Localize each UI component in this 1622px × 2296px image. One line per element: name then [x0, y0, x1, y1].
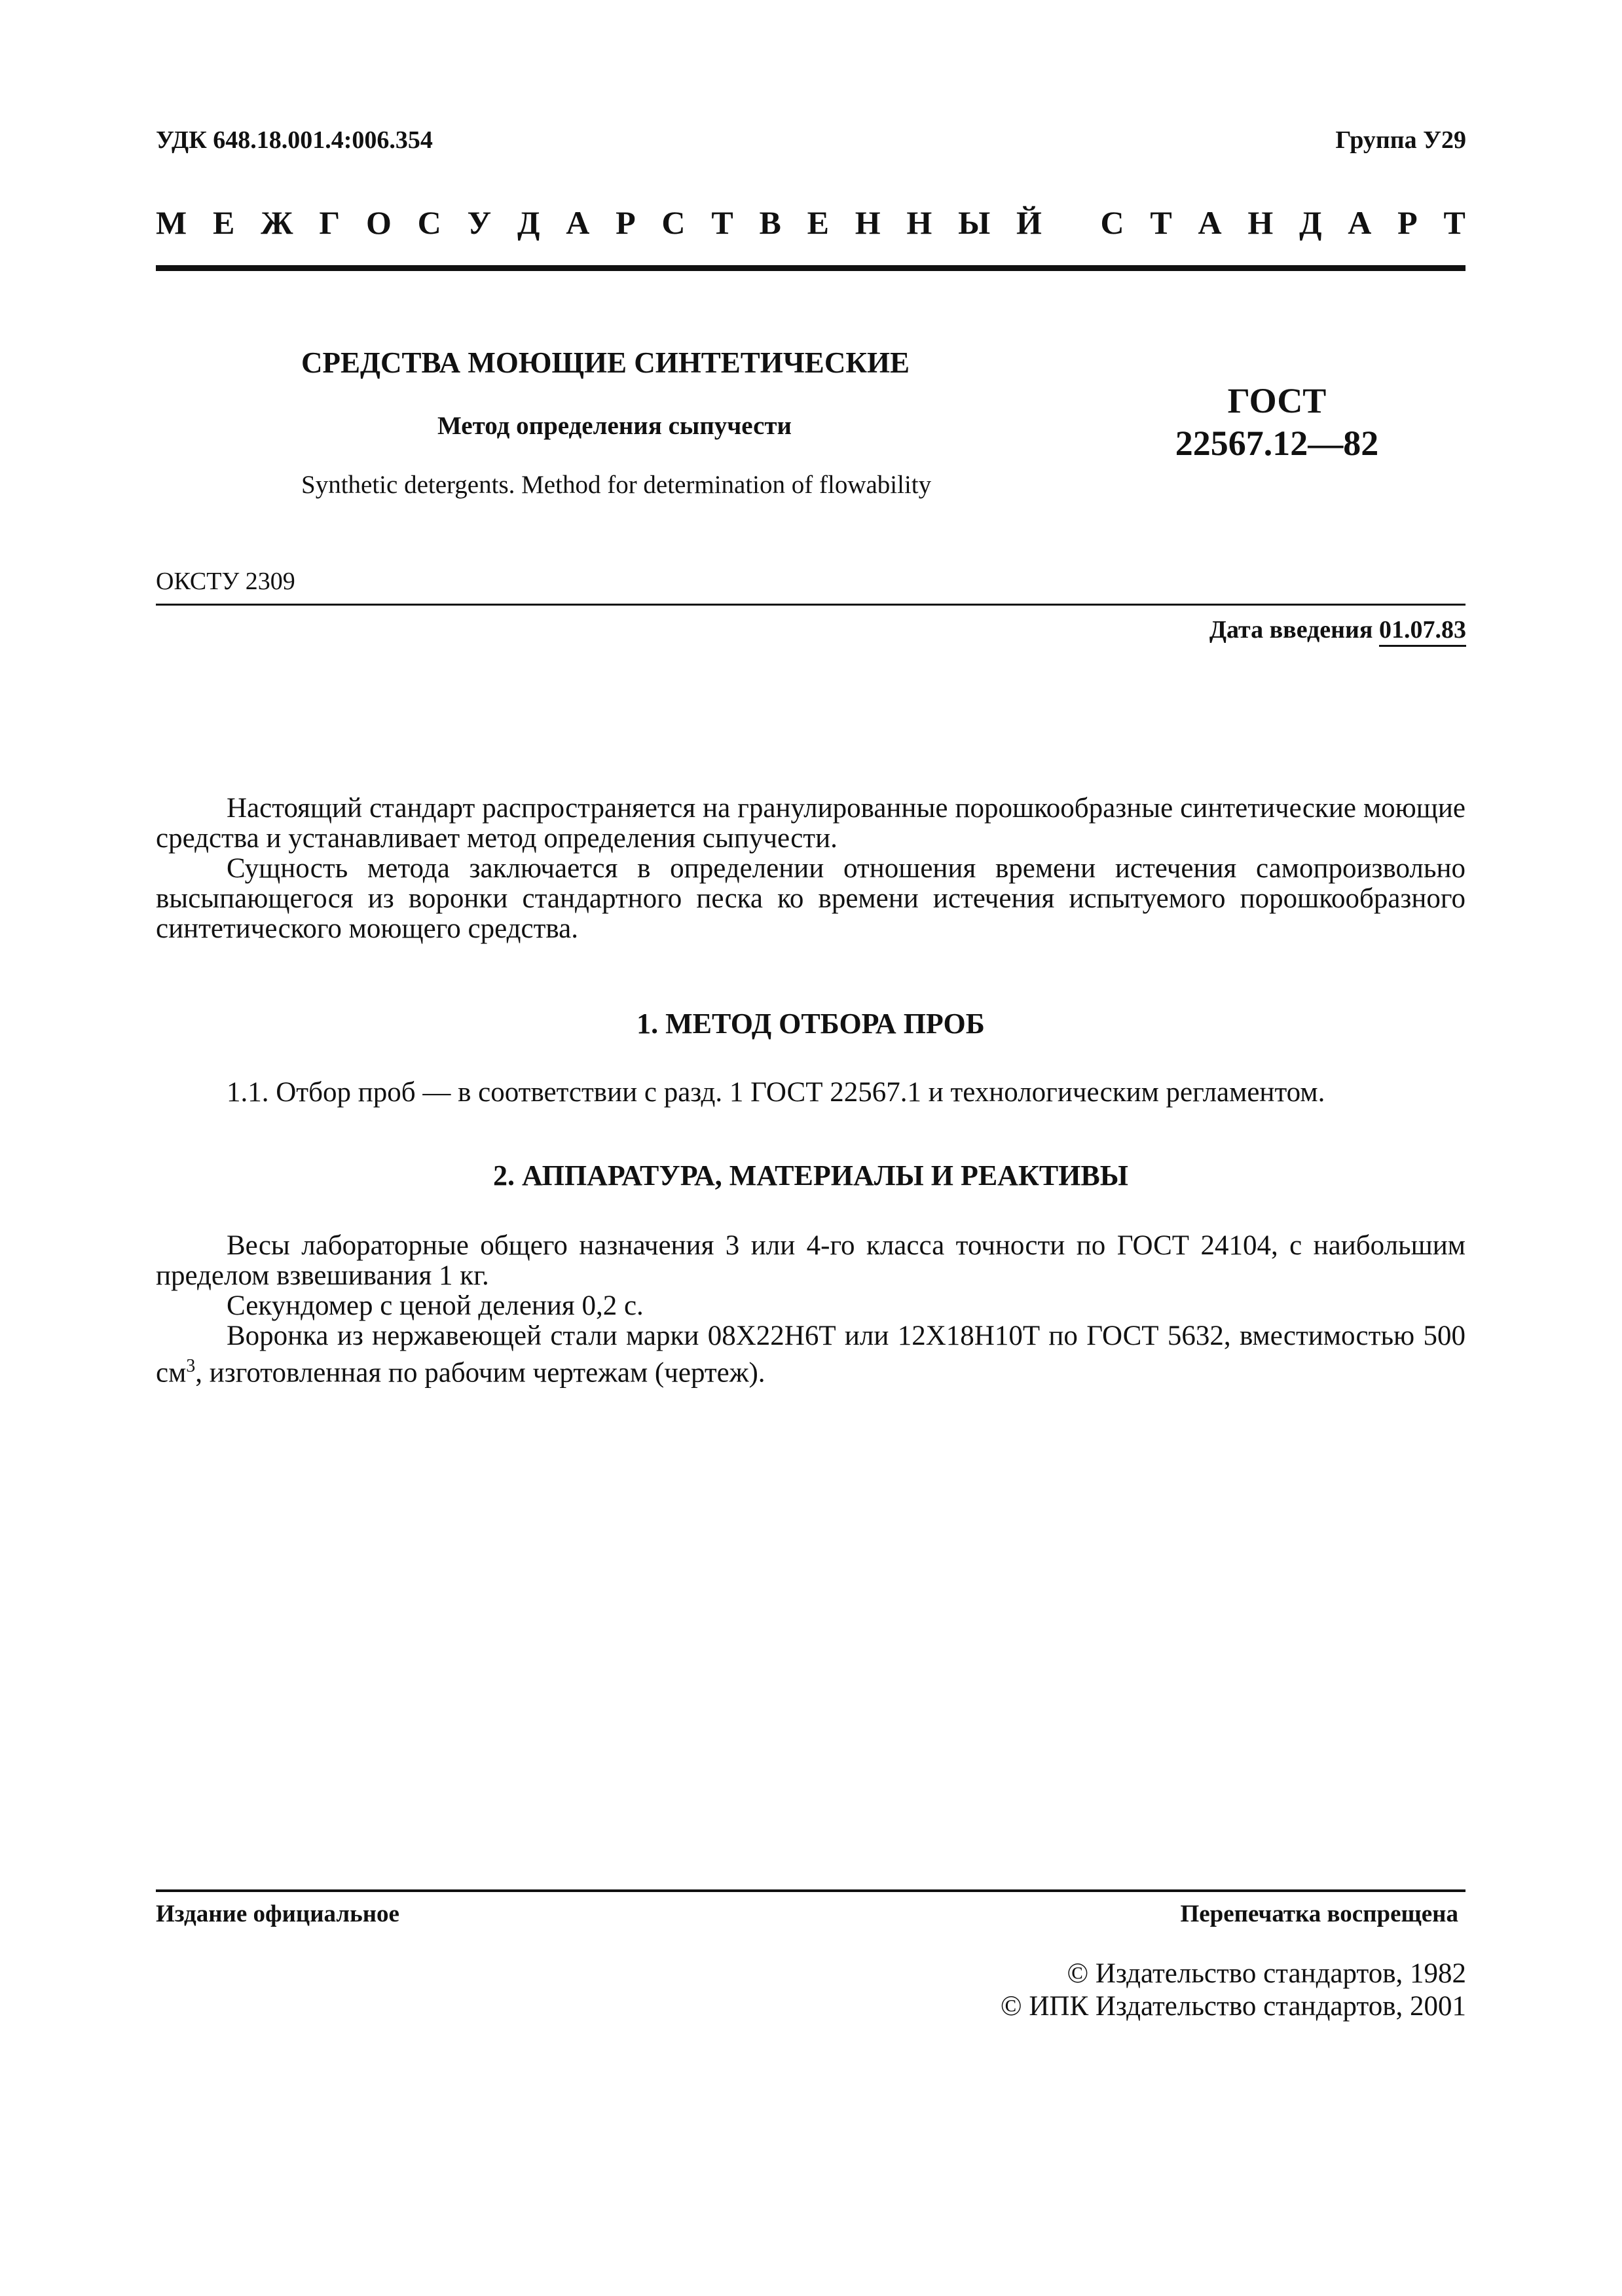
banner_word1-letter-17: Й: [1016, 204, 1042, 241]
copyright-line-1: © Издательство стандартов, 1982: [1067, 1958, 1466, 1989]
okstu-code: ОКСТУ 2309: [156, 568, 295, 595]
banner_word1-letter-7: Д: [517, 204, 540, 241]
banner_word1-letter-13: Е: [807, 204, 829, 241]
banner_word1-letter-11: Т: [711, 204, 733, 241]
banner_word2-letter-3: Н: [1247, 204, 1274, 241]
banner_word1-letter-12: В: [759, 204, 781, 241]
section-1-heading: 1. МЕТОД ОТБОРА ПРОБ: [636, 1008, 985, 1040]
english-title: Synthetic detergents. Method for determination of flowability: [301, 471, 932, 499]
banner_word1-letter-10: С: [661, 204, 686, 241]
banner_word2-letter-5: А: [1348, 204, 1372, 241]
section-2-paragraph-1: Весы лабораторные общего назначения 3 или 4-го класса точности по ГОСТ 24104, с наибольшим пределом взвешивания 1 кг.: [156, 1230, 1465, 1291]
section-2-paragraph-2: Секундомер с ценой деления 0,2 с.: [227, 1290, 644, 1321]
banner_word1-letter-9: Р: [616, 204, 636, 241]
banner_word2-letter-6: Р: [1397, 204, 1418, 241]
document-title: СРЕДСТВА МОЮЩИЕ СИНТЕТИЧЕСКИЕ: [301, 346, 910, 379]
banner_word1-letter-4: О: [365, 204, 392, 241]
gost-designation: [1139, 380, 1414, 465]
banner_word2-letter-2: А: [1198, 204, 1222, 241]
udk-code: УДК 648.18.001.4:006.354: [156, 126, 433, 154]
section-2-body: [156, 1231, 1465, 1388]
section-2-paragraph-3: [156, 1321, 1465, 1388]
intro-section: [156, 793, 1465, 944]
document-subtitle: Метод определения сыпучести: [437, 412, 792, 440]
banner_word1-letter-16: Ы: [958, 204, 991, 241]
banner_word2-letter-0: С: [1100, 204, 1124, 241]
gost-label: ГОСТ: [1227, 381, 1327, 420]
banner_word2-letter-4: Д: [1299, 204, 1322, 241]
banner_word1-letter-1: Е: [212, 204, 235, 241]
official-edition: Издание официальное: [156, 1901, 399, 1927]
gost-number: 22567.12—82: [1175, 423, 1379, 463]
banner_word1-letter-15: Н: [906, 204, 932, 241]
banner_word1-letter-0: М: [156, 204, 187, 241]
standard-banner: [156, 203, 1465, 242]
funnel-text-b: , изготовленная по рабочим чертежам (чертеж).: [195, 1357, 765, 1389]
group-code: Группа У29: [1335, 126, 1466, 154]
reprint-prohibited: Перепечатка воспрещена: [1180, 1901, 1458, 1927]
section-2-heading: 2. АППАРАТУРА, МАТЕРИАЛЫ И РЕАКТИВЫ: [493, 1159, 1128, 1192]
banner_word1-letter-8: А: [566, 204, 590, 241]
funnel-text-a: Воронка из нержавеющей стали марки 08Х22Н6Т или 12Х18Н10Т по ГОСТ 5632, вместимостью 500 см: [156, 1321, 1465, 1389]
superscript-3: 3: [186, 1356, 196, 1376]
intro-paragraph-2: Сущность метода заключается в определении отношения времени истечения самопроизвольно высыпающегося из воронки стандартного песка ко времени истечения испытуемого порошкообразного синтетического моющего средства.: [156, 853, 1465, 944]
copyright-block: [1001, 1958, 1466, 2023]
copyright-line-2: © ИПК Издательство стандартов, 2001: [1000, 1991, 1466, 2022]
banner_word1-letter-3: Г: [319, 204, 341, 241]
banner_word1-letter-6: У: [467, 204, 492, 241]
intro-paragraph-1: Настоящий стандарт распространяется на гранулированные порошкообразные синтетические моющие средства и устанавливает метод определения сыпучести.: [156, 793, 1465, 854]
footer-rule: [156, 1889, 1465, 1892]
banner-rule: [156, 265, 1465, 271]
banner_word1-letter-5: С: [417, 204, 441, 241]
banner_word2-letter-1: Т: [1150, 204, 1172, 241]
banner_word1-letter-2: Ж: [261, 204, 293, 241]
introduction-date: [1209, 615, 1466, 644]
section-1-paragraph-1: 1.1. Отбор проб — в соответствии с разд. 1 ГОСТ 22567.1 и технологическим регламентом.: [227, 1077, 1325, 1108]
section-1-body: [156, 1078, 1465, 1108]
date-value: 01.07.83: [1379, 616, 1466, 647]
banner_word2-letter-7: Т: [1443, 204, 1465, 241]
classification-rule: [156, 604, 1465, 606]
date-label: Дата введения: [1209, 616, 1373, 644]
banner_word1-letter-14: Н: [855, 204, 881, 241]
